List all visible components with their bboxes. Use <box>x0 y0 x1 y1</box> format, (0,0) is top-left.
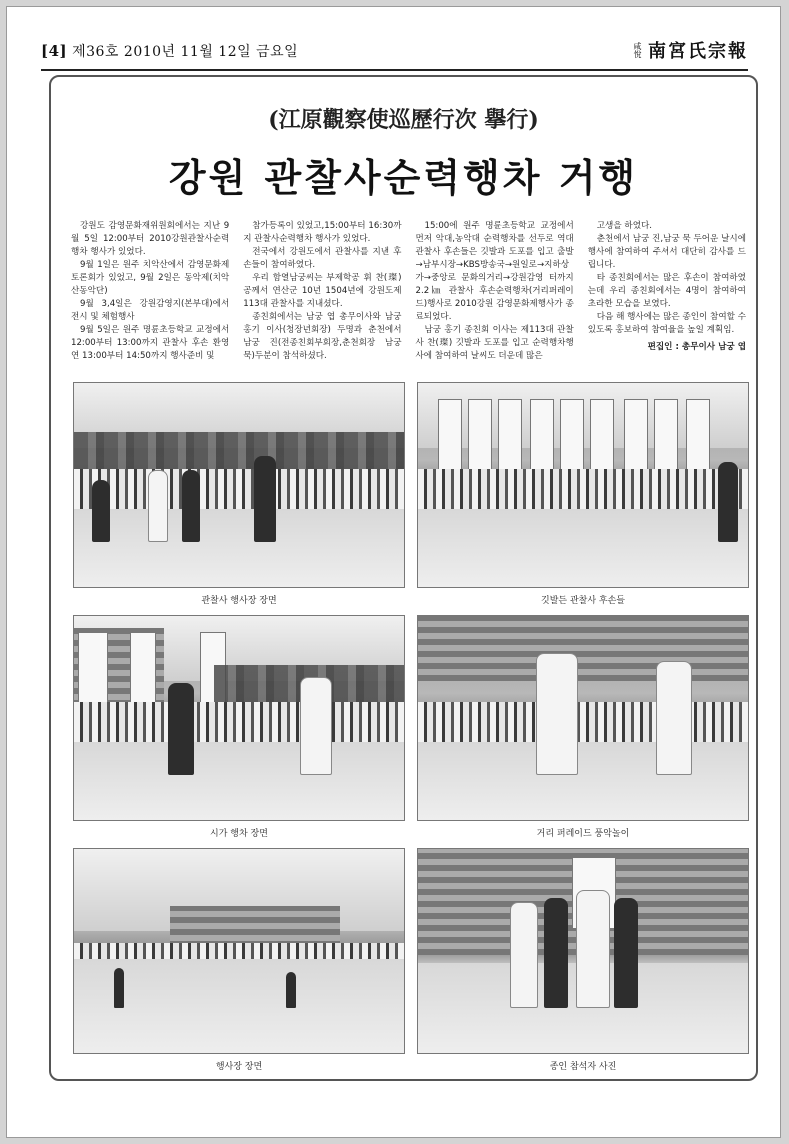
article-body <box>71 220 746 370</box>
issue-date: 제36호 2010년 11월 12일 금요일 <box>72 44 299 60</box>
paragraph: 다음 해 행사에는 많은 종인이 참여할 수 있도록 홍보하여 참여율을 높일 계획임. <box>587 312 746 335</box>
article-subtitle: (江原觀察使巡歷行次 擧行) <box>268 107 539 133</box>
paragraph: 전국에서 강원도에서 관찰사를 지낸 후손들이 참여하였다. <box>243 247 402 270</box>
photo-street-procession <box>73 615 405 821</box>
photo-caption: 종인 참석자 사진 <box>549 1062 617 1072</box>
article-column-4 <box>588 220 746 370</box>
article-column-2 <box>243 220 401 370</box>
page-number: [4] <box>41 42 68 60</box>
photo-caption: 시가 행차 장면 <box>210 829 268 839</box>
editor-credit: 편집인 : 총무이사 남궁 엽 <box>647 342 746 352</box>
article-column-1 <box>71 220 229 370</box>
photo-parade-music <box>417 615 749 821</box>
paragraph: 9월 5일은 원주 명륜초등학교 교정에서 12:00부터 13:00까지 관찰사 후손 환영연 13:00부터 14:50까지 행사준비 및 <box>71 325 230 361</box>
newspaper-page <box>6 6 781 1138</box>
paragraph: 종친회에서는 남궁 엽 총무이사와 남궁 홍기 이사(청장년회장) 두명과 춘천에서 남궁 진(전종친회부회장,춘천회장 남궁 묵)두분이 참석하셨다. <box>243 312 402 361</box>
photo-event-venue <box>73 848 405 1054</box>
photo-caption: 행사장 장면 <box>215 1062 263 1072</box>
paper-brand <box>633 37 748 63</box>
paper-name: 南宮氏宗報 <box>648 41 748 62</box>
masthead <box>41 35 748 71</box>
paragraph: 15:00에 원주 명륜초등학교 교정에서 먼저 악대,농악대 순력행차를 선두로 역대 관찰사 후손들은 깃발과 도포를 입고 출발→남부시장→KBS방송국→원일로→지하상가→중앙로 문화의거리→강원감영 터까지 2.2㎞ 관찰사 후손순력행차(거리퍼레이드)행사로 2010강원 감영문화제행사가 종료되었다. <box>415 221 574 322</box>
paragraph: 춘천에서 남궁 진,남궁 묵 두어운 날시에 행사에 참여하여 주셔서 대단히 감사를 드립니다. <box>587 234 746 270</box>
paragraph: 고생을 하였다. <box>596 221 653 231</box>
photo-caption: 거리 퍼레이드 풍악놀이 <box>536 829 630 839</box>
article-title: 강원 관찰사순력행차 거행 <box>168 155 639 200</box>
photo-caption: 관찰사 행사장 장면 <box>201 596 277 606</box>
photo-ceremony-venue <box>73 382 405 588</box>
paragraph: 타 종친회에서는 많은 후손이 참여하였는데 우리 종친회에서는 4명이 참여하여 초라한 모습을 보였다. <box>587 273 746 309</box>
issue-info <box>41 41 298 61</box>
photo-flag-descendants <box>417 382 749 588</box>
photo-caption: 깃발든 관찰사 후손들 <box>541 596 625 606</box>
paragraph: 남궁 홍기 종친회 이사는 제113대 관찰사 찬(璨) 깃발과 도포를 입고 순력행차행사에 참여하여 날씨도 더운데 많은 <box>415 325 574 361</box>
paragraph: 9월 1일은 원주 치악산에서 감영문화제 토론회가 있었고, 9월 2일은 동악제(치악산동악단) <box>71 260 230 296</box>
article-frame <box>49 75 758 1081</box>
paragraph: 9월 3,4일은 강원감영지(본부대)에서 전시 및 체험행사 <box>71 299 230 322</box>
paragraph: 우리 함열남궁씨는 부제학공 휘 찬(璨)공께서 연산군 10년 1504년에 강원도제 113대 관찰사를 지내셨다. <box>243 273 402 309</box>
paper-side-text: 咸悅 <box>633 42 642 58</box>
paragraph: 참가등록이 있었고,15:00부터 16:30까지 관찰사순력행차 행사가 있었다. <box>243 221 402 244</box>
article-column-3 <box>416 220 574 370</box>
paragraph: 강원도 감영문화재위원회에서는 지난 9월 5일 12:00부터 2010강원관찰사순력행차 행사가 있었다. <box>71 221 230 257</box>
photo-clan-attendees <box>417 848 749 1054</box>
